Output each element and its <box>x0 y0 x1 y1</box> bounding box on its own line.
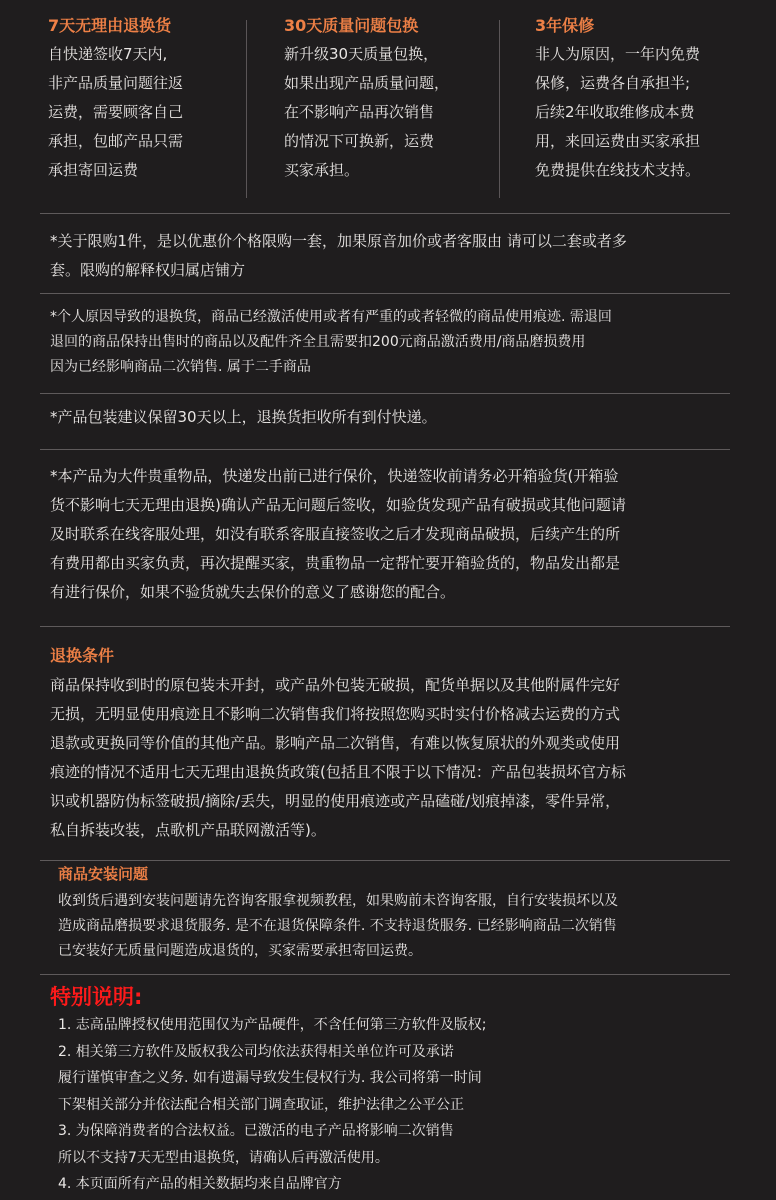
policy-title-30day: 30天质量问题包换 <box>284 16 419 35</box>
packaging-note: *产品包装建议保留30天以上，退换货拒收所有到付快递。 <box>50 408 437 426</box>
column-divider <box>246 20 247 198</box>
valuable-item-note: *本产品为大件贵重物品，快递发出前已进行保价，快递签收前请务必开箱验货(开箱验 货不影响七天无理由退换)确认产品无问题后签收，如验货发现产品有破损或其他问题请 及时联系在线客服处理，如没有联系客服直接签收之后才发现商品破损，后续产生的所 有费用都由买家负责，再次提醒买家，贵重物品一定帮忙要开箱验货的，物品发出都是 有进行保价，如果不验货就失去保价的意义了感谢您的配合。 <box>50 467 626 601</box>
policy-text-30day: 新升级30天质量包换， 如果出现产品质量问题， 在不影响产品再次销售 的情况下可换新，运费 买家承担。 <box>284 45 450 179</box>
divider <box>40 974 730 975</box>
policy-text-7day: 自快递签收7天内, 非产品质量问题往返 运费，需要顾客自己 承担，包邮产品只需 承担寄回运费 <box>48 45 184 179</box>
personal-reason-note: *个人原因导致的退换货，商品已经激活使用或者有严重的或者轻微的商品使用痕迹. 需退回 退回的商品保持出售时的商品以及配件齐全且需要扣200元商品激活费用/商品磨损费用 因为已经影响商品二次销售. 属于二手商品 <box>50 309 612 375</box>
policy-title-warranty: 3年保修 <box>535 16 595 35</box>
policy-column-7day <box>36 12 246 208</box>
divider <box>40 293 730 294</box>
divider <box>40 393 730 394</box>
special-notice-title: 特别说明: <box>50 985 143 1009</box>
policy-title-7day: 7天无理由退换货 <box>48 16 172 35</box>
divider <box>40 449 730 450</box>
policy-column-warranty <box>499 12 746 208</box>
divider <box>40 213 730 214</box>
return-conditions-title: 退换条件 <box>50 646 115 665</box>
policy-text-warranty: 非人为原因，一年内免费 保修，运费各自承担半; 后续2年收取维修成本费 用，来回运费由买家承担 免费提供在线技术支持。 <box>535 45 701 179</box>
installation-title: 商品安装问题 <box>58 865 149 883</box>
special-notice-text: 1. 志高品牌授权使用范围仅为产品硬件，不含任何第三方软件及版权; 2. 相关第三方软件及版权我公司均依法获得相关单位许可及承诺 履行谨慎审查之义务. 如有遗漏导致发生侵权行为. 我公司将第一时间 下架相关部分并依法配合相关部门调查取证，维护法律之公平公正 3. 为保障消费者的合法权益。已激活的电子产品将影响二次销售 所以不支持7天无型由退换货，请确认后再激活使用。 4. 本页面所有产品的相关数据均来自品牌官方 <box>58 1017 487 1192</box>
return-conditions-text: 商品保持收到时的原包装未开封，或产品外包装无破损，配货单据以及其他附属件完好 无损，无明显使用痕迹且不影响二次销售我们将按照您购买时实付价格减去运费的方式 退款或更换同等价值的其他产品。影响产品二次销售，有难以恢复原状的外观类或使用 痕迹的情况不适用七天无理由退换货政策(包括且不限于以下情况：产品包装损坏官方标 识或机器防伪标签破损/摘除/丢失，明显的使用痕迹或产品磕碰/划痕掉漆，零件异常， 私自拆装改装，点歌机产品联网激活等)。 <box>50 676 626 839</box>
limit-note: *关于限购1件，是以优惠价个格限购一套，加果原音加价或者客服由 请可以二套或者多 套。限购的解释权归属店铺方 <box>50 232 627 279</box>
policy-columns <box>36 12 746 208</box>
installation-text: 收到货后遇到安装问题请先咨询客服拿视频教程，如果购前未咨询客服，自行安装损坏以及 造成商品磨损要求退货服务. 是不在退货保障条件. 不支持退货服务. 已经影响商品二次销售 已安装好无质量问题造成退货的，买家需要承担寄回运费。 <box>58 893 618 959</box>
divider <box>40 860 730 861</box>
policy-column-30day <box>246 12 499 208</box>
divider <box>40 626 730 627</box>
column-divider <box>499 20 500 198</box>
